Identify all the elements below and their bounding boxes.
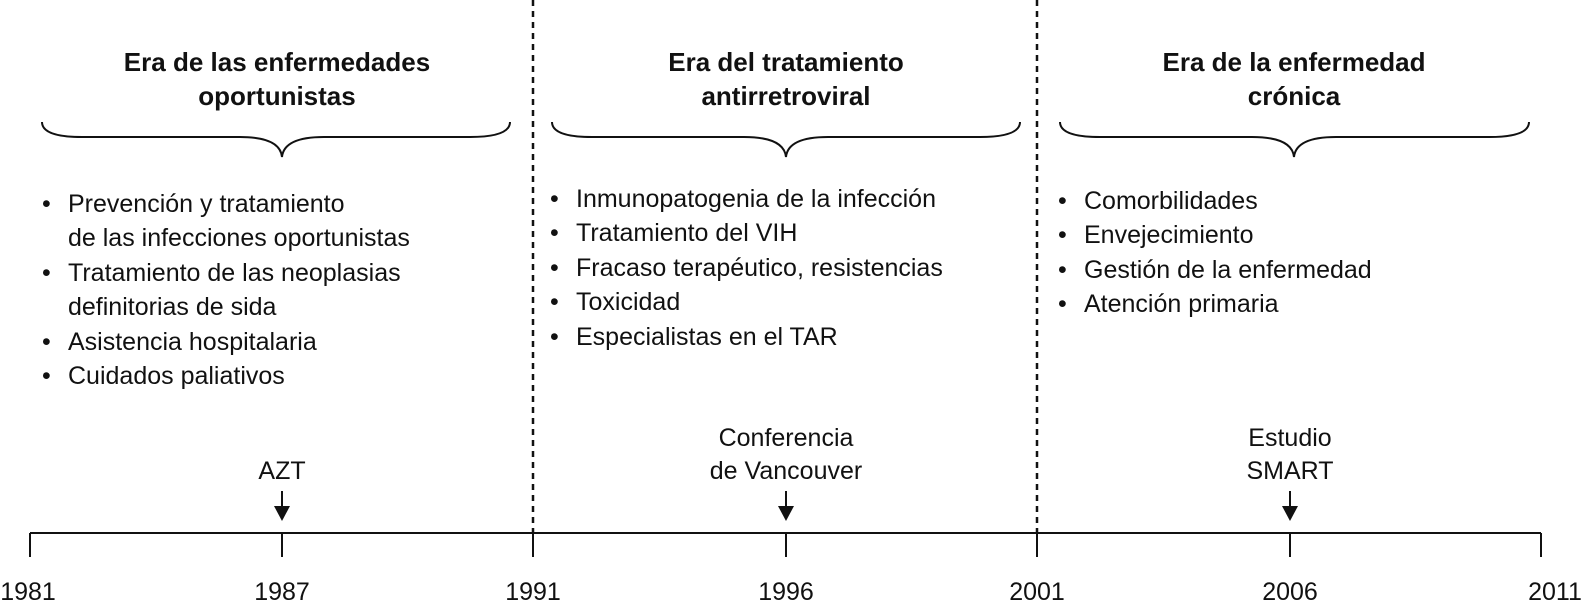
era-brace bbox=[552, 122, 1020, 157]
topic-text: Cuidados paliativos bbox=[68, 362, 285, 391]
era-title bbox=[1074, 45, 1514, 113]
era-title-line: Era del tratamiento bbox=[668, 47, 904, 77]
topic-item bbox=[42, 325, 410, 359]
era-brace bbox=[42, 122, 510, 157]
era-topic-list bbox=[550, 182, 943, 354]
topic-item bbox=[550, 285, 943, 319]
era-title-line: Era de las enfermedades bbox=[123, 47, 431, 77]
topic-text: Tratamiento del VIH bbox=[576, 219, 798, 248]
event-label-line bbox=[152, 422, 412, 455]
topic-text: Tratamiento de las neoplasias bbox=[68, 258, 401, 287]
topic-item bbox=[42, 256, 410, 325]
topic-text: Inmunopatogenia de la infección bbox=[576, 185, 936, 213]
era-title-line: oportunistas bbox=[198, 81, 356, 111]
event-label-line: AZT bbox=[258, 457, 306, 485]
era-brace bbox=[1060, 122, 1529, 157]
year-label: 2011 bbox=[1528, 578, 1582, 606]
event-arrow bbox=[778, 491, 794, 521]
event-label bbox=[656, 422, 916, 488]
topic-text: definitorias de sida bbox=[68, 293, 277, 322]
year-label: 1991 bbox=[505, 578, 561, 606]
topic-text: Fracaso terapéutico, resistencias bbox=[576, 253, 943, 282]
year-label: 1996 bbox=[758, 578, 814, 606]
era-title-line: antirretroviral bbox=[701, 81, 871, 111]
year-label: 1981 bbox=[0, 578, 56, 606]
topic-text: Envejecimiento bbox=[1084, 221, 1254, 250]
topic-item bbox=[42, 359, 410, 393]
topic-text: Toxicidad bbox=[576, 288, 681, 317]
topic-item bbox=[550, 216, 943, 250]
topic-item bbox=[1058, 253, 1372, 287]
event-label bbox=[1160, 422, 1420, 488]
era-title-line: crónica bbox=[1247, 81, 1341, 111]
year-label: 1987 bbox=[254, 578, 310, 606]
era-topic-list bbox=[1058, 184, 1372, 322]
year-label: 2001 bbox=[1009, 578, 1065, 606]
topic-item bbox=[1058, 218, 1372, 252]
topic-text: de las infecciones oportunistas bbox=[68, 224, 410, 253]
era-title bbox=[566, 45, 1006, 113]
event-arrow bbox=[1282, 491, 1298, 521]
event-label bbox=[152, 422, 412, 488]
event-label-line: SMART bbox=[1246, 457, 1334, 485]
topic-text: Prevención y tratamiento bbox=[68, 190, 345, 218]
topic-item bbox=[1058, 287, 1372, 321]
topic-text: Atención primaria bbox=[1084, 290, 1279, 319]
topic-text: Comorbilidades bbox=[1084, 187, 1258, 215]
event-arrow bbox=[274, 491, 290, 521]
event-label-line: de Vancouver bbox=[709, 457, 863, 485]
topic-item bbox=[550, 251, 943, 285]
event-label-line: Estudio bbox=[1248, 424, 1332, 452]
era-topic-list bbox=[42, 187, 410, 393]
topic-text: Especialistas en el TAR bbox=[576, 322, 838, 351]
era-title bbox=[57, 45, 497, 113]
topic-item bbox=[1058, 184, 1372, 218]
topic-text: Asistencia hospitalaria bbox=[68, 327, 317, 356]
year-label: 2006 bbox=[1262, 578, 1318, 606]
topic-item bbox=[550, 182, 943, 216]
topic-item bbox=[550, 320, 943, 354]
event-label-line: Conferencia bbox=[718, 424, 854, 452]
topic-text: Gestión de la enfermedad bbox=[1084, 255, 1372, 284]
topic-item bbox=[42, 187, 410, 256]
era-title-line: Era de la enfermedad bbox=[1162, 47, 1426, 77]
